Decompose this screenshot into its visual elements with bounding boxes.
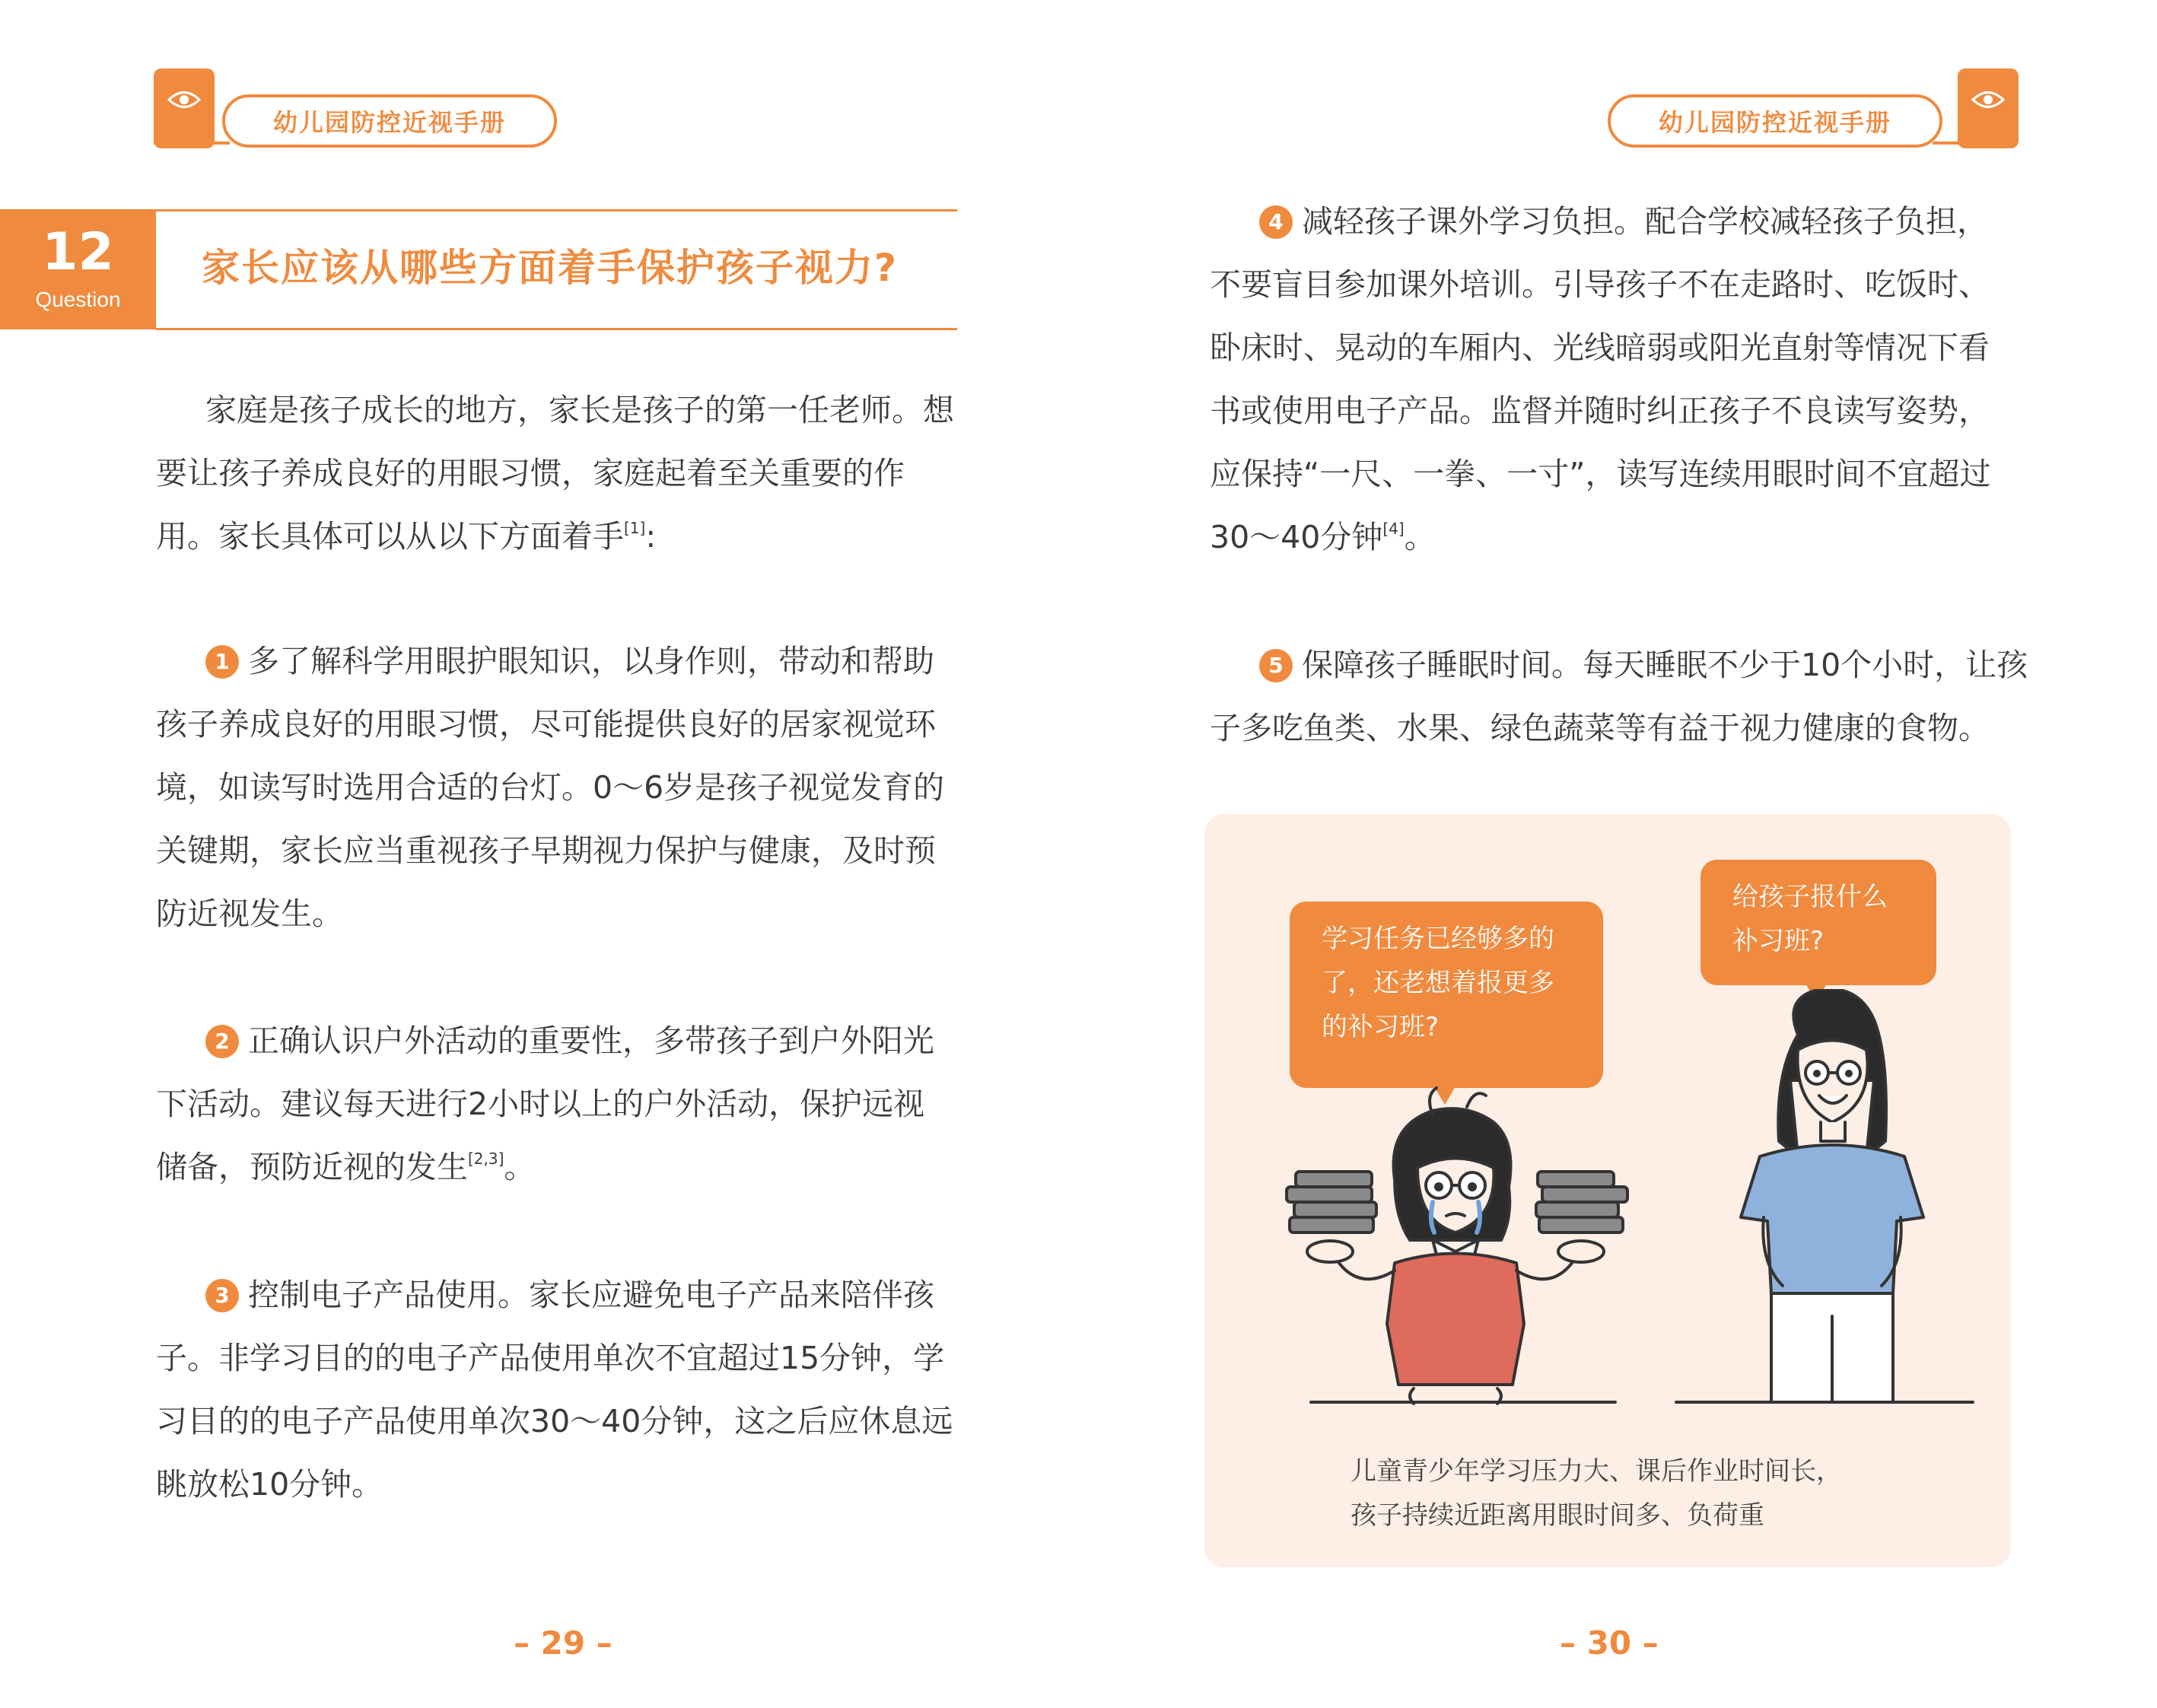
header-book-title-left: 幼儿园防控近视手册 (222, 94, 557, 148)
header-book-title-right: 幼儿园防控近视手册 (1608, 94, 1942, 148)
page-title: 家长应该从哪些方面着手保护孩子视力? (202, 246, 899, 290)
number-badge: 3 (205, 1279, 239, 1312)
speech-bubble-child: 学习任务已经够多的 了，还老想着报更多 的补习班? (1290, 902, 1603, 1088)
number-badge: 4 (1259, 205, 1293, 239)
question-badge (0, 209, 156, 329)
page-number-right: – 30 – (1560, 1624, 1659, 1662)
intro-paragraph (156, 379, 954, 568)
list-item-5: 5 保障孩子睡眠时间。每天睡眠不少于10个小时，让孩 子多吃鱼类、水果、绿色蔬菜等有益于视力健康的食物。 (1210, 647, 2028, 746)
intro-line: 家庭是孩子成长的地方，家长是孩子的第一任老师。想 (205, 392, 954, 428)
number-badge: 2 (205, 1025, 239, 1058)
reference-mark: [1] (624, 519, 646, 537)
title-rule-top (156, 209, 957, 212)
list-item-4: 4 减轻孩子课外学习负担。配合学校减轻孩子负担， 不要盲目参加课外培训。引导孩子不在走路时、吃饭时、 卧床时、晃动的车厢内、光线暗弱或阳光直射等情况下看 书或使用电子产品。监督并随时纠正孩子不良读写姿势， 应保持“一尺、一拳、一寸”，读写连续用眼时间不宜超过 30～40分钟[4]。 (1210, 203, 1991, 555)
list-item-1: 1 多了解科学用眼护眼知识，以身作则，带动和帮助 孩子养成良好的用眼习惯，尽可能提供良好的居家视觉环 境，如读写时选用合适的台灯。0～6岁是孩子视觉发育的 关键期，家长应当重视孩子早期视力保护与健康，及时预 防近视发生。 (156, 643, 945, 932)
eye-icon (1971, 90, 2005, 110)
list-item-2: 2 正确认识户外活动的重要性，多带孩子到户外阳光 下活动。建议每天进行2小时以上的户外活动，保护远视 储备，预防近视的发生[2,3]。 (156, 1023, 934, 1185)
question-label: Question (35, 288, 121, 311)
page-number-left: – 29 – (514, 1624, 612, 1662)
header-line-left (154, 142, 230, 145)
header-line-right (1933, 142, 2009, 145)
question-number: 12 (42, 222, 114, 282)
reference-mark: [2,3] (468, 1150, 504, 1168)
header-book-icon-left (154, 68, 215, 148)
reference-mark: [4] (1382, 520, 1405, 538)
illustration-caption: 儿童青少年学习压力大、课后作业时间长， 孩子持续近距离用眼时间多、负荷重 (1351, 1456, 1842, 1531)
intro-line: 要让孩子养成良好的用眼习惯，家庭起着至关重要的作 (156, 455, 905, 491)
header-book-icon-right (1958, 68, 2019, 148)
speech-bubble-parent: 给孩子报什么 补习班? (1700, 860, 1936, 985)
number-badge: 1 (205, 645, 239, 679)
number-badge: 5 (1259, 649, 1293, 682)
intro-line: 用。家长具体可以从以下方面着手[1]: (156, 518, 657, 555)
illustration-child-and-parent (1204, 989, 2011, 1430)
list-item-3: 3 控制电子产品使用。家长应避免电子产品来陪伴孩 子。非学习目的的电子产品使用单次不宜超过15分钟，学 习目的的电子产品使用单次30～40分钟，这之后应休息远 眺放松10分钟。 (156, 1277, 953, 1503)
eye-icon (167, 90, 201, 110)
title-rule-bottom (156, 328, 957, 330)
